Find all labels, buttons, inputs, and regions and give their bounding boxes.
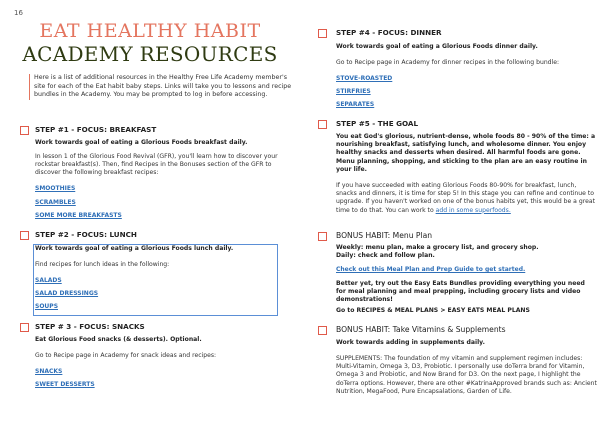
step1-goal: Work towards goal of eating a Glorious Foods breakfast daily. bbox=[35, 139, 248, 146]
step3-link-sweet-desserts[interactable]: SWEET DESSERTS bbox=[35, 381, 95, 388]
step1-link-scrambles[interactable]: SCRAMBLES bbox=[35, 199, 76, 206]
step3-description: Go to Recipe page in Academy for snack ideas and recipes: bbox=[35, 352, 217, 359]
bonus1-weekly: Weekly: menu plan, make a grocery list, and grocery shop. bbox=[336, 244, 539, 251]
step5-description bbox=[336, 182, 598, 215]
lunch-selection-box bbox=[33, 244, 278, 316]
step5-description-text: If you have succeeded with eating Glorious Foods 80-90% for breakfast, lunch, snacks and dinners, it is time for step 5! In this stage you can refine and continue to upgrade. If you haven't worked on one of the bonus habits yet, this would be a great time to do that. You can work to bbox=[336, 182, 595, 214]
step3-heading: STEP # 3 - FOCUS: SNACKS bbox=[35, 322, 145, 331]
step1-checkbox[interactable] bbox=[20, 126, 29, 135]
bonus1-daily: Daily: check and follow plan. bbox=[336, 252, 435, 259]
page-number: 16 bbox=[14, 9, 23, 17]
page-title-line1: EAT HEALTHY HABIT bbox=[39, 20, 261, 42]
step2-heading: STEP #2 - FOCUS: LUNCH bbox=[35, 230, 137, 239]
step2-goal: Work towards goal of eating a Glorious Foods lunch daily. bbox=[35, 245, 234, 252]
bonus1-path: Go to RECIPES & MEAL PLANS > EASY EATS MEAL PLANS bbox=[336, 307, 530, 314]
step3-checkbox[interactable] bbox=[20, 323, 29, 332]
step5-checkbox[interactable] bbox=[318, 120, 327, 129]
step1-link-more-breakfasts[interactable]: SOME MORE BREAKFASTS bbox=[35, 212, 122, 219]
bonus1-checkbox[interactable] bbox=[318, 232, 327, 241]
step2-link-salads[interactable]: SALADS bbox=[35, 277, 62, 284]
step5-heading: STEP #5 - THE GOAL bbox=[336, 119, 419, 128]
step4-link-stirfries[interactable]: STIRFRIES bbox=[336, 88, 371, 95]
step2-link-soups[interactable]: SOUPS bbox=[35, 303, 59, 310]
step3-link-snacks[interactable]: SNACKS bbox=[35, 368, 63, 375]
bonus2-description: SUPPLEMENTS: The foundation of my vitamin and supplement regimen includes: Multi-Vitamin, Omega 3, D3, Probiotic. I personally use doTerra brand for Vitamin, Omega 3 and Probiotic, and Now Brand for D3. On the next page, I highlight the doTerra options. However, there are other #KatrinaApproved brands such as: Ancient Nutrition, MegaFood, Pure Encapsalations, Garden of Life. bbox=[336, 355, 597, 395]
intro-paragraph: Here is a list of additional resources in the Healthy Free Life Academy member's site for each of the Eat habit baby steps. Links will take you to lessons and recipe bundles in the Academy. You may be prompted to log in before accessing. bbox=[29, 74, 296, 100]
bonus1-easy-eats: Better yet, try out the Easy Eats Bundles providing everything you need for meal planning and meal prepping, including grocery lists and video demonstrations! bbox=[336, 280, 585, 304]
page-title-line2: ACADEMY RESOURCES bbox=[22, 42, 278, 66]
step4-heading: STEP #4 - FOCUS: DINNER bbox=[336, 28, 442, 37]
step5-goal: You eat God's glorious, nutrient-dense, whole foods 80 - 90% of the time: a nourishing breakfast, satisfying lunch, and wholesome dinner. You enjoy healthy snacks and desserts when desired. All harmful foods are gone. Menu planning, shopping, and sticking to the plan are an easy routine in your life. bbox=[336, 133, 596, 173]
step4-link-stove-roasted[interactable]: STOVE-ROASTED bbox=[336, 75, 393, 82]
step4-goal: Work towards goal of eating a Glorious Foods dinner daily. bbox=[336, 43, 538, 50]
step4-description: Go to Recipe page in Academy for dinner recipes in the following bundle: bbox=[336, 59, 560, 66]
step4-link-separates[interactable]: SEPARATES bbox=[336, 101, 375, 108]
step2-link-salad-dressings[interactable]: SALAD DRESSINGS bbox=[35, 290, 99, 297]
bonus1-meal-plan-link[interactable]: Check out this Meal Plan and Prep Guide to get started. bbox=[336, 266, 526, 273]
step2-checkbox[interactable] bbox=[20, 231, 29, 240]
bonus1-heading: BONUS HABIT: Menu Plan bbox=[336, 231, 433, 240]
step2-description: Find recipes for lunch ideas in the following: bbox=[35, 261, 170, 268]
bonus2-heading: BONUS HABIT: Take Vitamins & Supplements bbox=[336, 325, 506, 334]
step5-link-superfoods[interactable]: add in some superfoods. bbox=[435, 206, 511, 214]
step3-goal: Eat Glorious Food snacks (& desserts). Optional. bbox=[35, 336, 202, 343]
step4-checkbox[interactable] bbox=[318, 29, 327, 38]
bonus2-checkbox[interactable] bbox=[318, 326, 327, 335]
step1-link-smoothies[interactable]: SMOOTHIES bbox=[35, 185, 76, 192]
step1-heading: STEP #1 - FOCUS: BREAKFAST bbox=[35, 125, 157, 134]
step1-description: In lesson 1 of the Glorious Food Revival (GFR), you'll learn how to discover your rockstar breakfast(s). Then, find Recipes in the Bonuses section of the GFR to discover the following breakfast recipes: bbox=[35, 153, 278, 177]
bonus2-goal: Work towards adding in supplements daily. bbox=[336, 339, 485, 346]
